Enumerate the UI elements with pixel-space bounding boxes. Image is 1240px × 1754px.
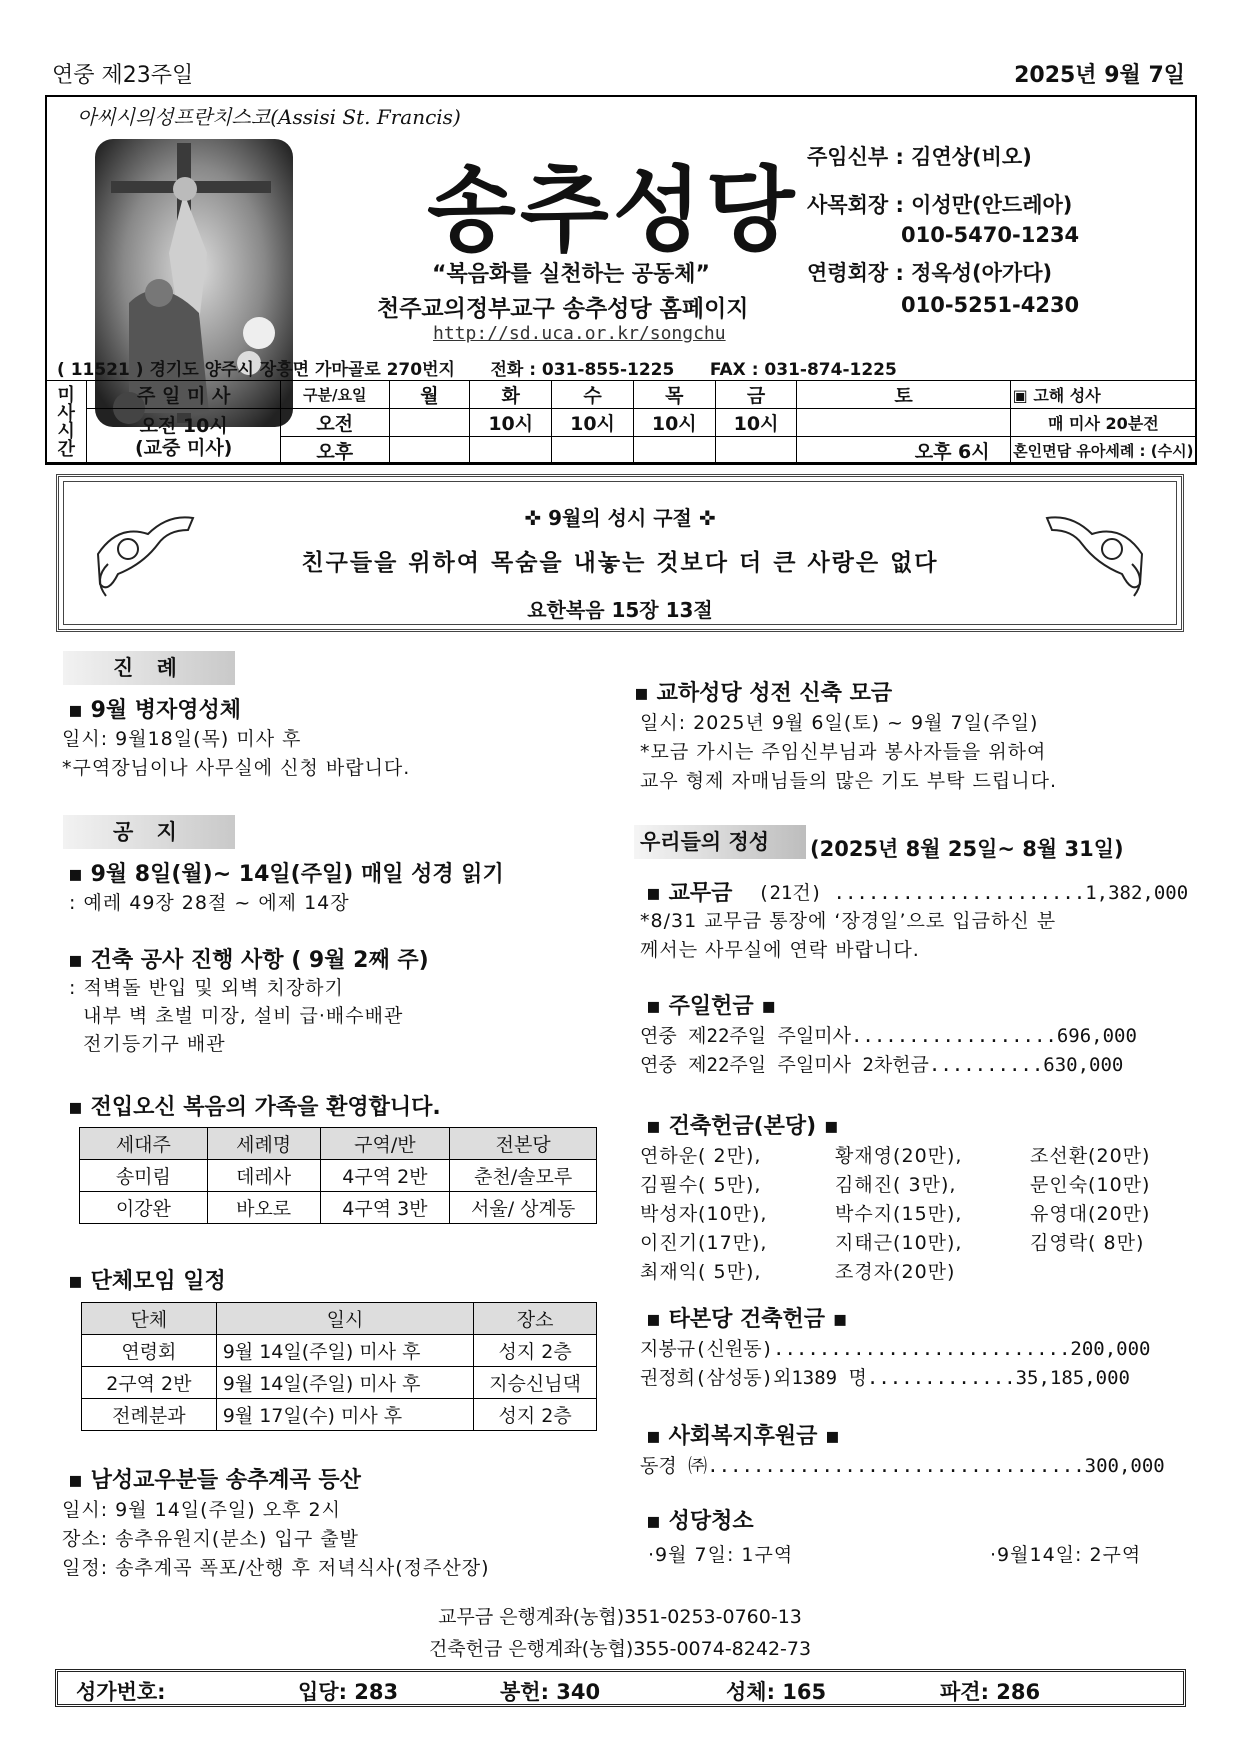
dues-bank-account: 교무금 은행계좌(농협)351-0253-0760-13: [438, 1606, 802, 1628]
cell: 춘천/솔모루: [450, 1160, 597, 1192]
donor-entry: 최재익( 5만),: [640, 1261, 762, 1283]
table-row: [80, 1192, 597, 1224]
hiking-line: 일정: 송추계곡 폭포/산행 후 저녁식사(정주산장): [62, 1557, 490, 1579]
donor-entry: 이진기(17만),: [640, 1232, 768, 1254]
liturgy-tab: 진 례: [63, 651, 235, 685]
day-wed: 수: [552, 381, 634, 409]
pm-sat: 오후 6시: [797, 437, 1010, 465]
hymn-label: 성가번호:: [76, 1680, 166, 1704]
collection-line: 일시: 2025년 9월 6일(토) ~ 9월 7일(주일): [640, 712, 1039, 734]
welcome-header: 세대주: [80, 1128, 208, 1160]
homepage-link[interactable]: http://sd.uca.or.kr/songchu: [433, 323, 726, 344]
group-header: 장소: [474, 1303, 597, 1335]
welcome-header: 구역/반: [320, 1128, 450, 1160]
cleaning-week1: ·9월 7일: 1구역: [648, 1544, 794, 1566]
pastor: 주임신부 : 김연상(비오): [807, 145, 1032, 169]
confession-label: ▣ 고해 성사: [1010, 381, 1196, 409]
confession-time: 매 미사 20분전: [1010, 409, 1196, 437]
cell: 데레사: [207, 1160, 320, 1192]
parish-motto: “복음화를 실천하는 공동체”: [432, 262, 711, 287]
welcome-table: [79, 1127, 597, 1224]
donor-entry: 유영대(20만): [1030, 1203, 1151, 1225]
donor-entry: 조선환(20만): [1030, 1145, 1151, 1167]
hiking-line: 장소: 송추유원지(분소) 입구 출발: [62, 1528, 359, 1550]
cell: 9월 17일(수) 미사 후: [216, 1399, 473, 1431]
donor-entry: 김필수( 5만),: [640, 1174, 762, 1196]
cell: 4구역 2반: [320, 1160, 450, 1192]
donor-entry: 연하운( 2만),: [640, 1145, 762, 1167]
cell: 지승신님댁: [474, 1367, 597, 1399]
sunday-label: 연중 제23주일: [52, 63, 194, 88]
diocese-homepage-label: 천주교의정부교구 송추성당 홈페이지: [377, 296, 749, 322]
donor-entry: 조경자(20만): [835, 1261, 956, 1283]
hymn-offertory: 봉헌: 340: [500, 1680, 601, 1704]
am-mon: [389, 409, 470, 437]
welfare-title: ▪ 사회복지후원금 ▪: [646, 1424, 840, 1449]
construction-line: 전기등기구 배관: [62, 1033, 226, 1055]
hiking-title: ▪ 남성교우분들 송추계곡 등산: [68, 1468, 361, 1493]
pm-tue: [470, 437, 552, 465]
am-fri: 10시: [715, 409, 797, 437]
building-bank-account: 건축헌금 은행계좌(농협)355-0074-8242-73: [428, 1638, 812, 1660]
verse-text: 친구들을 위하여 목숨을 내놓는 것보다 더 큰 사랑은 없다: [301, 550, 939, 576]
cell: 9월 14일(주일) 미사 후: [216, 1367, 473, 1399]
dues-note: *8/31 교무금 통장에 ‘장경일’으로 입금하신 분: [640, 910, 1057, 932]
sunday-note: (교중 미사): [134, 436, 233, 459]
sunday-offering-line: 연중 제22주일 주일미사..................696,000: [640, 1025, 1137, 1047]
bible-reading-range: : 예레 49장 28절 ~ 에제 14장: [62, 892, 350, 914]
am-label: 오전: [280, 409, 389, 437]
verse-reference: 요한복음 15장 13절: [527, 598, 713, 622]
cell: 연령회: [82, 1335, 217, 1367]
cell: 성지 2층: [474, 1399, 597, 1431]
dues-amount: (21건) ......................1,382,000: [758, 882, 1189, 904]
senior-chair: 연령회장 : 정옥성(아가다): [807, 261, 1053, 285]
collection-line: 교우 형제 자매님들의 많은 기도 부탁 드립니다.: [640, 770, 1058, 792]
pm-wed: [552, 437, 634, 465]
welcome-header: 세례명: [207, 1128, 320, 1160]
construction-line: 내부 벽 초벌 미장, 설비 급·배수배관: [62, 1005, 404, 1027]
donor-entry: 김해진( 3만),: [835, 1174, 957, 1196]
donor-entry: 지태근(10만),: [835, 1232, 963, 1254]
pm-label: 오후: [280, 437, 389, 465]
phone: 전화 : 031-855-1225: [490, 360, 675, 380]
donor-entry: 박수지(15만),: [835, 1203, 963, 1225]
construction-line: : 적벽돌 반입 및 외벽 치장하기: [62, 977, 344, 999]
sick-communion-title: ▪ 9월 병자영성체: [68, 698, 242, 723]
bulletin-date: 2025년 9월 7일: [1014, 63, 1185, 88]
parish-name: 송추성당: [427, 157, 799, 264]
pm-mon: [389, 437, 470, 465]
dues-title: ▪ 교무금: [646, 881, 733, 906]
hymn-entrance: 입당: 283: [298, 1680, 399, 1704]
pm-thu: [633, 437, 715, 465]
cell: 4구역 3반: [320, 1192, 450, 1224]
donor-entry: 문인숙(10만): [1030, 1174, 1151, 1196]
sick-communion-date: 일시: 9월18일(목) 미사 후: [62, 728, 302, 750]
day-tue: 화: [470, 381, 552, 409]
group-header: 단체: [82, 1303, 217, 1335]
verse-title: ✜ 9월의 성시 구절 ✜: [524, 506, 716, 530]
cell: 성지 2층: [474, 1335, 597, 1367]
mass-schedule-table: [45, 380, 1197, 465]
dues-note: 께서는 사무실에 연락 바랍니다.: [640, 939, 920, 961]
building-fund-title: ▪ 건축헌금(본당) ▪: [646, 1114, 839, 1139]
address-line: [57, 355, 897, 380]
other-building-title: ▪ 타본당 건축헌금 ▪: [646, 1307, 848, 1332]
cell: 2구역 2반: [82, 1367, 217, 1399]
sunday-offering-title: ▪ 주일헌금 ▪: [646, 994, 777, 1019]
council-chair: 사목회장 : 이성만(안드레아): [807, 193, 1073, 217]
pm-fri: [715, 437, 797, 465]
offering-tab: 우리들의 정성: [634, 825, 806, 859]
donor-entry: 김영락( 8만): [1030, 1232, 1145, 1254]
interview-note: 혼인면담 유아세례 : (수시): [1010, 437, 1196, 465]
cell: 9월 14일(주일) 미사 후: [216, 1335, 473, 1367]
hymn-numbers-box: [55, 1669, 1186, 1707]
day-thu: 목: [633, 381, 715, 409]
other-building-line: 지봉규(신원동)..........................200,000: [640, 1338, 1151, 1360]
am-wed: 10시: [552, 409, 634, 437]
hymn-communion: 성체: 165: [726, 1680, 827, 1704]
table-row: [82, 1367, 597, 1399]
cleaning-title: ▪ 성당청소: [646, 1509, 754, 1534]
other-building-line: 권정희(삼성동)외1389 명.............35,185,000: [640, 1367, 1131, 1389]
sick-communion-note: *구역장님이나 사무실에 신청 바랍니다.: [62, 757, 411, 779]
table-row: [82, 1399, 597, 1431]
cleaning-week2: ·9월14일: 2구역: [990, 1544, 1142, 1566]
hiking-line: 일시: 9월 14일(주일) 오후 2시: [62, 1499, 341, 1521]
am-thu: 10시: [633, 409, 715, 437]
sunday-mass-label: 주 일 미 사: [87, 381, 281, 409]
donor-entry: 황재영(20만),: [835, 1145, 963, 1167]
construction-title: ▪ 건축 공사 진행 사항 ( 9월 2째 주): [68, 948, 429, 973]
donor-entry: 박성자(10만),: [640, 1203, 768, 1225]
group-schedule-title: ▪ 단체모임 일정: [68, 1269, 226, 1294]
verse-box: [56, 474, 1184, 632]
division-label: 구분/요일: [280, 381, 389, 409]
collection-title: ▪ 교하성당 성전 신축 모금: [634, 681, 893, 706]
offering-period: (2025년 8월 25일~ 8월 31일): [810, 837, 1124, 861]
fax: FAX : 031-874-1225: [709, 360, 897, 380]
bible-reading-title: ▪ 9월 8일(월)~ 14일(주일) 매일 성경 읽기: [68, 862, 504, 887]
table-row: [82, 1335, 597, 1367]
sunday-offering-line: 연중 제22주일 주일미사 2차헌금..........630,000: [640, 1054, 1124, 1076]
day-sat: 토: [797, 381, 1010, 409]
cell: 송미림: [80, 1160, 208, 1192]
group-schedule-table: [81, 1302, 597, 1431]
verse-inner: [63, 481, 1177, 625]
day-mon: 월: [389, 381, 470, 409]
group-header: 일시: [216, 1303, 473, 1335]
collection-line: *모금 가시는 주임신부님과 봉사자들을 위하여: [640, 741, 1047, 763]
welfare-line: 동경 ㈜.................................300,000: [640, 1455, 1165, 1477]
mass-side-label: 미 사 시 간: [46, 381, 87, 465]
sunday-mass-time: [87, 409, 281, 465]
cell: 이강완: [80, 1192, 208, 1224]
cell: 바오로: [207, 1192, 320, 1224]
sunday-time: 오전 10시: [139, 414, 228, 437]
day-fri: 금: [715, 381, 797, 409]
council-phone: 010-5470-1234: [901, 223, 1080, 247]
cell: 서울/ 상계동: [450, 1192, 597, 1224]
notice-tab: 공 지: [63, 815, 235, 849]
am-sat: [797, 409, 1010, 437]
senior-phone: 010-5251-4230: [901, 293, 1080, 317]
welcome-title: ▪ 전입오신 복음의 가족을 환영합니다.: [68, 1095, 441, 1120]
table-row: [80, 1160, 597, 1192]
cell: 전례분과: [82, 1399, 217, 1431]
patron-saint: 아씨시의성프란치스코(Assisi St. Francis): [77, 105, 461, 129]
hymn-dismissal: 파견: 286: [940, 1680, 1041, 1704]
welcome-header: 전본당: [450, 1128, 597, 1160]
am-tue: 10시: [470, 409, 552, 437]
address: ( 11521 ) 경기도 양주시 장흥면 가마골로 270번지: [57, 360, 455, 380]
